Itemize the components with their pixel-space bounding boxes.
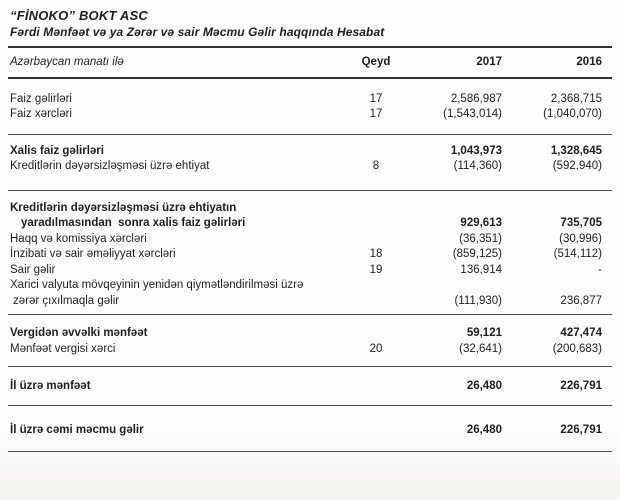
row-value-2017: 26,480	[466, 380, 502, 392]
row-label: Faiz xərcləri	[10, 108, 72, 120]
row-value-2016: (200,683)	[552, 342, 602, 355]
row-value-2016: 427,474	[560, 327, 602, 339]
table-header-row	[8, 48, 612, 79]
row-value-2017: (111,930)	[454, 294, 502, 307]
row-label: İnzibati və sair əməliyyat xərcləri	[10, 248, 176, 260]
table-row	[10, 107, 602, 123]
row-value-2017: 1,043,973	[450, 144, 502, 157]
section-interest	[8, 79, 612, 135]
row-note: 8	[372, 160, 380, 172]
row-value-2016: 1,328,645	[550, 144, 602, 157]
row-label: Mənfəət vergisi xərci	[10, 342, 116, 355]
row-label-line2: yaradılmasından sonra xalis faiz gəlirləri	[21, 217, 246, 229]
row-value-2017: 26,480	[466, 423, 502, 436]
table-row	[10, 144, 602, 160]
column-header-note: Qeyd	[361, 56, 391, 68]
table-row	[10, 379, 602, 395]
row-note: 17	[369, 108, 383, 120]
row-value-2017: (114,360)	[453, 160, 502, 172]
table-row	[10, 201, 602, 232]
row-value-2017: (1,543,014)	[443, 108, 502, 120]
row-label-line1: Xarici valyuta mövqeyinin yenidən qiymətləndirilməsi üzrə	[10, 279, 304, 291]
table-row	[10, 423, 602, 439]
row-value-2016: 236,877	[560, 294, 602, 307]
row-note: 18	[369, 248, 383, 260]
row-value-2017: (859,125)	[452, 248, 502, 260]
row-note: 20	[369, 342, 383, 355]
row-label: Faiz gəlirləri	[10, 92, 72, 105]
row-value-2016: (30,996)	[559, 232, 602, 245]
column-header-2017: 2017	[476, 56, 502, 68]
row-value-2017: (32,641)	[459, 342, 502, 355]
row-label: Kreditlərin dəyərsizləşməsi üzrə ehtiyat	[10, 160, 210, 172]
row-value-2016: 2,368,715	[550, 92, 602, 105]
row-label-line1: Kreditlərin dəyərsizləşməsi üzrə ehtiyatın	[10, 201, 237, 214]
row-label: Haqq və komissiya xərcləri	[10, 232, 147, 245]
row-value-2016: 226,791	[560, 423, 602, 436]
row-value-2017: 136,914	[460, 263, 502, 276]
row-label: İl üzrə mənfəət	[10, 380, 91, 392]
row-value-2017: 2,586,987	[450, 92, 502, 105]
section-total-comprehensive	[8, 406, 612, 453]
row-label: Xalis faiz gəlirləri	[10, 144, 104, 157]
row-label	[10, 278, 346, 309]
report-title: Fərdi Mənfəət və ya Zərər və sair Məcmu Gəlir haqqında Hesabat	[10, 25, 385, 39]
row-note: 17	[369, 92, 383, 105]
section-net-interest	[8, 135, 612, 191]
table-row	[10, 263, 602, 279]
company-name: “FİNOKO” BOKT ASC	[10, 8, 148, 23]
row-label: İl üzrə cəmi məcmu gəlir	[10, 423, 144, 436]
section-pre-tax	[8, 315, 612, 367]
section-profit-year	[8, 367, 612, 406]
row-note: 19	[369, 263, 383, 276]
column-header-2016: 2016	[576, 56, 602, 68]
row-value-2016: 735,705	[560, 217, 602, 229]
table-row	[10, 247, 602, 263]
table-row	[10, 92, 602, 108]
table-row	[10, 342, 602, 358]
table-row	[10, 278, 602, 309]
row-label: Sair gəlir	[10, 263, 56, 276]
row-value-2017: 59,121	[466, 327, 502, 339]
row-value-2016: (592,940)	[552, 160, 602, 172]
currency-note: Azərbaycan manatı ilə	[10, 56, 124, 68]
row-value-2017: (36,351)	[459, 232, 502, 245]
document-header	[8, 0, 612, 48]
row-label: Vergidən əvvəlki mənfəət	[10, 327, 148, 339]
section-operating	[8, 191, 612, 316]
table-row	[10, 232, 602, 248]
row-value-2016: 226,791	[560, 380, 602, 392]
table-row	[10, 159, 602, 175]
row-value-2017: 929,613	[460, 217, 502, 229]
row-label	[10, 201, 346, 232]
row-label-line2: zərər çıxılmaqla gəlir	[13, 294, 120, 307]
row-value-2016: (514,112)	[553, 248, 602, 260]
table-row	[10, 326, 602, 342]
row-value-2016: -	[598, 263, 602, 276]
row-value-2016: (1,040,070)	[543, 108, 602, 120]
